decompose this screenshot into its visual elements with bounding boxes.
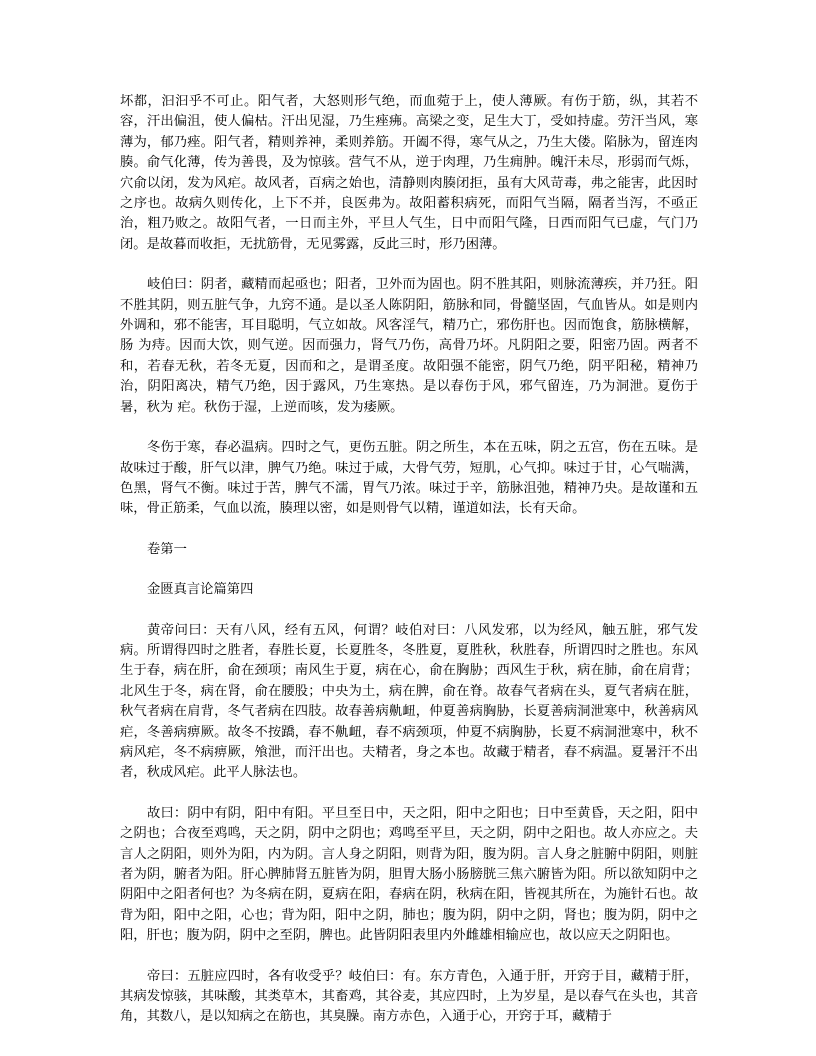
volume-heading: 卷第一 (147, 541, 187, 557)
paragraph-yin-within-yin: 故曰：阴中有阴，阳中有阳。平旦至日中，天之阳，阳中之阳也；日中至黄昏，天之阳，阳中之阴也；合夜至鸡鸣，天之阴，阴中之阴也；鸡鸣至平旦，天之阴，阴中之阳也。故人亦应之。夫言人之阴阳，则外为阳，内为阴。言人身之阴阳，则背为阳，腹为阴。言人身之脏腑中阴阳，则脏者为阴，腑者为阳。肝心脾肺肾五脏皆为阴，胆胃大肠小肠膀胱三焦六腑皆为阳。所以欲知阴中之阴阳中之阳者何也？为冬病在阴，夏病在阳，春病在阴，秋病在阳，皆视其所在，为施针石也。故背为阳，阳中之阳，心也；背为阳，阳中之阴，肺也；腹为阴，阴中之阴，肾也；腹为阴，阴中之阳，肝也；腹为阴，阴中之至阴，脾也。此皆阴阳表里内外雌雄相输应也，故以应天之阴阳也。 (120, 805, 698, 944)
chapter-title: 金匮真言论篇第四 (147, 582, 254, 598)
paragraph-five-flavors: 冬伤于寒，春必温病。四时之气，更伤五脏。阴之所生，本在五味，阴之五宫，伤在五味。是故味过于酸，肝气以津，脾气乃绝。味过于咸，大骨气劳，短肌，心气抑。味过于甘，心气喘满，色黑，肾气不衡。味过于苦，脾气不濡，胃气乃浓。味过于辛，筋脉沮弛，精神乃央。是故谨和五味，骨正筋柔，气血以流，腠理以密，如是则骨气以精，谨道如法，长有天命。 (120, 440, 698, 517)
paragraph-qibo-yin-yang: 岐伯曰：阴者，藏精而起亟也；阳者，卫外而为固也。阴不胜其阳，则脉流薄疾，并乃狂。阳不胜其阴，则五脏气争，九窍不通。是以圣人陈阴阳，筋脉和同，骨髓坚固，气血皆从。如是则内外调和，邪不能害，耳目聪明，气立如故。风客淫气，精乃亡，邪伤肝也。因而饱食，筋脉横解，肠 为痔。因而大饮，则气逆。因而强力，肾气乃伤，高骨乃坏。凡阴阳之要，阳密乃固。两者不和，若春无秋，若冬无夏，因而和之，是谓圣度。故阳强不能密，阴气乃绝，阴平阳秘，精神乃治，阴阳离决，精气乃绝，因于露风，乃生寒热。是以春伤于风，邪气留连，乃为洞泄。夏伤于暑，秋为 疟。秋伤于湿，上逆而咳，发为痿厥。 (120, 277, 698, 415)
paragraph-five-viscera-seasons: 帝曰：五脏应四时，各有收受乎？岐伯曰：有。东方青色，入通于肝，开窍于目，藏精于肝，其病发惊骇，其味酸，其类草木，其畜鸡，其谷麦，其应四时，上为岁星，是以春气在头也，其音角，其数八，是以知病之在筋也，其臭臊。南方赤色，入通于心，开窍于耳，藏精于 (120, 968, 698, 1025)
paragraph-eight-winds: 黄帝问曰：天有八风，经有五风，何谓？岐伯对曰：八风发邪，以为经风，触五脏，邪气发病。所谓得四时之胜者，春胜长夏，长夏胜冬，冬胜夏，夏胜秋，秋胜春，所谓四时之胜也。东风生于春，病在肝，俞在颈项；南风生于夏，病在心，俞在胸胁；西风生于秋，病在肺，俞在肩背；北风生于冬，病在肾，俞在腰股；中央为土，病在脾，俞在脊。故春气者病在头，夏气者病在脏，秋气者病在肩背，冬气者病在四肢。故春善病鼽衄，仲夏善病胸胁，长夏善病洞泄寒中，秋善病风疟，冬善病痹厥。故冬不按蹻，春不鼽衄，春不病颈项，仲夏不病胸胁，长夏不病洞泄寒中，秋不病风疟，冬不病痹厥，飧泄，而汗出也。夫精者，身之本也。故藏于精者，春不病温。夏暑汗不出者，秋成风疟。此平人脉法也。 (120, 622, 698, 781)
paragraph-yangqi: 坏都，汩汩乎不可止。阳气者，大怒则形气绝，而血菀于上，使人薄厥。有伤于筋，纵，其若不容，汗出偏沮，使人偏枯。汗出见湿，乃生痤疿。高梁之变，足生大丁，受如持虚。劳汗当风，寒薄为，郁乃痤。阳气者，精则养神，柔则养筋。开阖不得，寒气从之，乃生大偻。陷脉为，留连肉腠。俞气化薄，传为善畏，及为惊骇。营气不从，逆于肉理，乃生痈肿。魄汗未尽，形弱而气烁，穴俞以闭，发为风疟。故风者，百病之始也，清静则肉腠闭拒，虽有大风苛毒，弗之能害，此因时之序也。故病久则传化，上下不并，良医弗为。故阳蓄积病死，而阳气当隔，隔者当泻，不亟正治，粗乃败之。故阳气者，一日而主外，平旦人气生，日中而阳气隆，日西而阳气已虚，气门乃闭。是故暮而收拒，无扰筋骨，无见雾露，反此三时，形乃困薄。 (120, 94, 698, 252)
document-page (120, 92, 698, 1048)
